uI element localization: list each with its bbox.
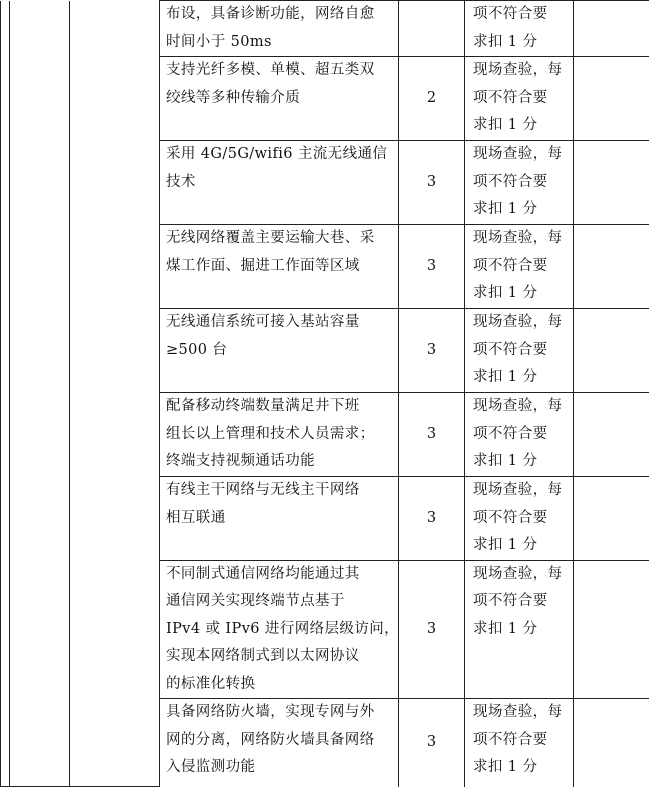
method-cell	[465, 560, 574, 699]
method-line: 求扣 1 分	[473, 280, 569, 308]
score-cell: 3	[399, 393, 465, 477]
notes-cell	[574, 141, 649, 225]
method-cell	[465, 699, 574, 787]
desc-line: 布设，具备诊断功能，网络自愈	[166, 1, 394, 29]
desc-line: 的标准化转换	[166, 671, 394, 699]
notes-cell	[574, 699, 649, 787]
notes-cell	[574, 225, 649, 309]
score-cell	[399, 1, 465, 57]
requirement-desc-cell	[160, 560, 399, 699]
method-cell	[465, 477, 574, 561]
method-line: 现场查验，每	[473, 477, 569, 505]
score-cell: 3	[399, 699, 465, 787]
requirement-desc-cell	[160, 699, 399, 787]
method-line: 项不符合要	[473, 169, 569, 197]
requirement-desc-cell	[160, 141, 399, 225]
method-line: 现场查验，每	[473, 309, 569, 337]
method-line: 项不符合要	[473, 337, 569, 365]
score-cell: 2	[399, 57, 465, 141]
score-cell: 3	[399, 309, 465, 393]
desc-line: 相互联通	[166, 505, 394, 533]
method-cell	[465, 141, 574, 225]
method-line: 求扣 1 分	[473, 29, 569, 57]
desc-line: 煤工作面、掘进工作面等区域	[166, 253, 394, 281]
desc-line: ≥500 台	[166, 337, 394, 365]
method-line: 求扣 1 分	[473, 364, 569, 392]
desc-line: 无线通信系统可接入基站容量	[166, 309, 394, 337]
desc-line: 绞线等多种传输介质	[166, 85, 394, 113]
requirement-desc-cell	[160, 393, 399, 477]
method-line: 现场查验，每	[473, 699, 569, 727]
method-line: 项不符合要	[473, 85, 569, 113]
requirement-desc-cell	[160, 309, 399, 393]
table-row	[1, 1, 649, 57]
desc-line: 通信网关实现终端节点基于	[166, 588, 394, 616]
desc-line: 无线网络覆盖主要运输大巷、采	[166, 225, 394, 253]
score-cell: 3	[399, 560, 465, 699]
notes-cell	[574, 57, 649, 141]
notes-cell	[574, 393, 649, 477]
method-line: 项不符合要	[473, 727, 569, 755]
requirement-desc-cell	[160, 225, 399, 309]
desc-line: IPv4 或 IPv6 进行网络层级访问，	[166, 616, 394, 644]
desc-line: 入侵监测功能	[166, 754, 394, 782]
notes-cell	[574, 477, 649, 561]
method-line: 项不符合要	[473, 253, 569, 281]
requirement-desc-cell	[160, 57, 399, 141]
method-cell	[465, 57, 574, 141]
method-line: 求扣 1 分	[473, 448, 569, 476]
desc-line: 有线主干网络与无线主干网络	[166, 477, 394, 505]
method-cell	[465, 309, 574, 393]
requirement-desc-cell	[160, 477, 399, 561]
notes-cell	[574, 309, 649, 393]
desc-line: 组长以上管理和技术人员需求；	[166, 421, 394, 449]
method-line: 现场查验，每	[473, 225, 569, 253]
method-line: 项不符合要	[473, 421, 569, 449]
method-line: 求扣 1 分	[473, 532, 569, 560]
method-line: 现场查验，每	[473, 57, 569, 85]
score-cell: 3	[399, 477, 465, 561]
desc-line: 终端支持视频通话功能	[166, 448, 394, 476]
left-margin-cell	[1, 1, 10, 787]
method-line: 求扣 1 分	[473, 754, 569, 782]
method-cell	[465, 1, 574, 57]
requirement-desc-cell	[160, 1, 399, 57]
desc-line: 支持光纤多模、单模、超五类双	[166, 57, 394, 85]
desc-line: 实现本网络制式到以太网协议	[166, 643, 394, 671]
method-line: 求扣 1 分	[473, 112, 569, 140]
method-line: 项不符合要	[473, 1, 569, 29]
method-line: 现场查验，每	[473, 561, 569, 589]
desc-line: 技术	[166, 169, 394, 197]
desc-line: 不同制式通信网络均能通过其	[166, 561, 394, 589]
method-line: 项不符合要	[473, 505, 569, 533]
method-line: 现场查验，每	[473, 141, 569, 169]
desc-line: 网的分离，网络防火墙具备网络	[166, 727, 394, 755]
method-line: 项不符合要	[473, 588, 569, 616]
method-line: 现场查验，每	[473, 393, 569, 421]
desc-line: 具备网络防火墙，实现专网与外	[166, 699, 394, 727]
method-line: 求扣 1 分	[473, 616, 569, 644]
method-line: 求扣 1 分	[473, 196, 569, 224]
category-cell	[10, 1, 70, 787]
method-cell	[465, 393, 574, 477]
notes-cell	[574, 560, 649, 699]
score-cell: 3	[399, 141, 465, 225]
notes-cell	[574, 1, 649, 57]
desc-line: 采用 4G/5G/wifi6 主流无线通信	[166, 141, 394, 169]
desc-line: 时间小于 50ms	[166, 29, 394, 57]
desc-line: 配备移动终端数量满足井下班	[166, 393, 394, 421]
method-cell	[465, 225, 574, 309]
item-cell	[70, 1, 160, 787]
score-cell: 3	[399, 225, 465, 309]
